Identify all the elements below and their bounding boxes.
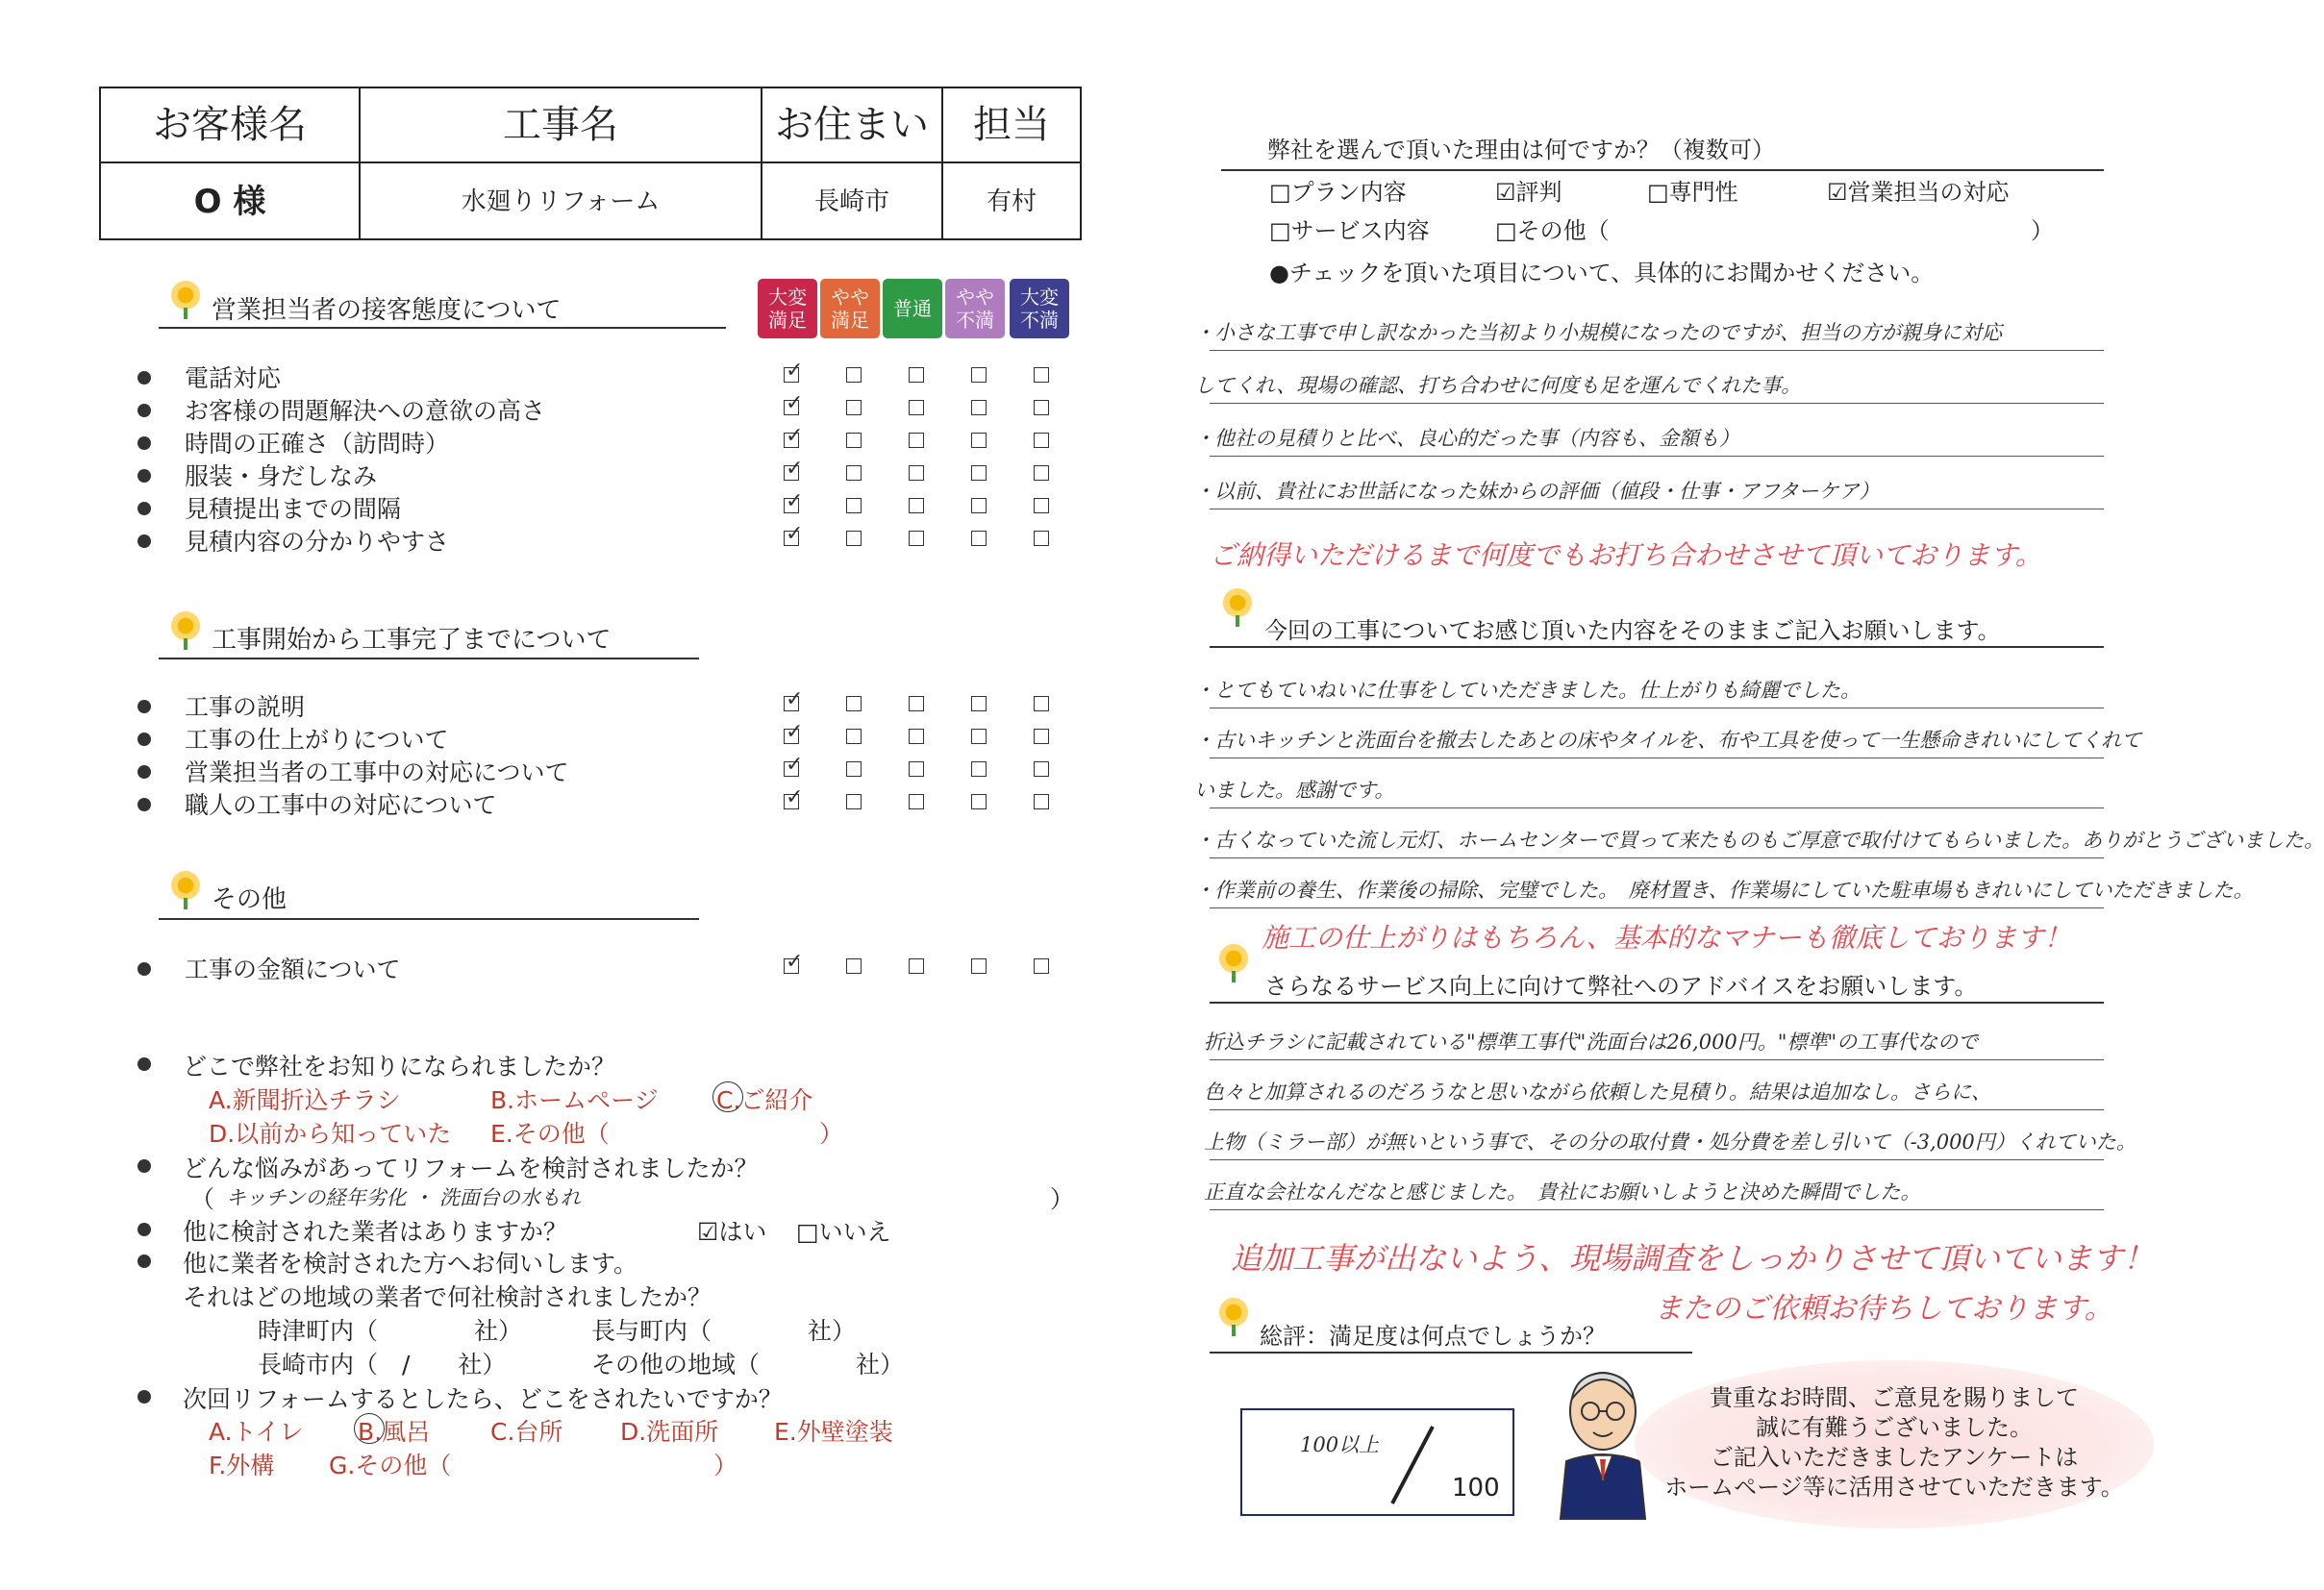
rating-checkbox[interactable] <box>909 498 924 513</box>
rating-checkbox[interactable] <box>909 465 924 481</box>
rating-label-text: 大変 <box>1020 286 1059 309</box>
reason-detail-prompt: ●チェックを頂いた項目について、具体的にお聞かせください。 <box>1269 260 1935 286</box>
thanks-line: ホームページ等に活用させていただきます。 <box>1664 1474 2124 1501</box>
thanks-line: 誠に有難うございました。 <box>1756 1414 2033 1441</box>
section-title: 営業担当者の接客態度について <box>212 296 562 325</box>
bullet <box>137 1057 151 1071</box>
reason-sales-response: ☑営業担当の対応 <box>1827 179 2010 206</box>
rating-label-2 <box>820 279 880 338</box>
address-label: お住まい <box>775 103 929 147</box>
bullet <box>137 700 151 713</box>
handwritten-answer-line: してくれ、現場の確認、打ち合わせに何度も足を運んでくれた事。 <box>1194 374 1802 397</box>
answer-rule-line <box>1210 403 2104 404</box>
option-homepage: B.ホームページ <box>490 1086 659 1114</box>
rating-checkbox[interactable] <box>971 761 987 777</box>
answer-rule-line <box>1210 350 2104 351</box>
staff-name: 有村 <box>986 187 1037 216</box>
area-nagayo: 長与町内（ 社） <box>591 1317 857 1345</box>
rating-checkbox[interactable] <box>1034 531 1049 546</box>
rating-label-4 <box>945 279 1005 338</box>
handwritten-answer-line: ・作業前の養生、作業後の掃除、完璧でした。 廃材置き、作業場にしていた駐車場もきれいにしていただきました。 <box>1194 879 2254 902</box>
selected-circle-mark <box>354 1413 385 1444</box>
answer-rule-line <box>1210 857 2104 858</box>
selected-circle-mark <box>712 1081 743 1112</box>
rating-item-label: 工事の説明 <box>185 693 306 721</box>
rating-checkbox[interactable] <box>909 531 924 546</box>
rating-label-text: 満足 <box>768 309 807 332</box>
rating-checkbox[interactable] <box>846 958 862 974</box>
rating-item-label: 電話対応 <box>185 364 282 392</box>
rating-checkbox[interactable] <box>971 696 987 711</box>
option-other-close: ） <box>819 1120 844 1148</box>
rating-checkbox[interactable] <box>846 696 862 711</box>
rating-checkbox[interactable] <box>1034 696 1049 711</box>
flower-icon <box>1219 944 1248 973</box>
section-title: その他 <box>212 885 287 914</box>
answer-rule-line <box>1210 1159 2104 1160</box>
score-written: 100以上 <box>1300 1433 1380 1456</box>
bullet <box>137 1255 151 1268</box>
rating-label-text: やや <box>956 286 994 309</box>
impression-reply: 施工の仕上がりはもちろん、基本的なマナーも徹底しております！ <box>1262 922 2071 954</box>
rating-checkbox[interactable] <box>784 729 799 744</box>
rating-item-label: 工事の仕上がりについて <box>185 726 449 754</box>
flower-icon <box>171 281 200 310</box>
rating-checkbox[interactable] <box>909 794 924 809</box>
worry-answer: キッチンの経年劣化 ・ 洗面台の水もれ <box>226 1186 581 1209</box>
bullet <box>137 1223 151 1236</box>
rating-checkbox[interactable] <box>784 696 799 711</box>
bullet <box>137 765 151 779</box>
rating-checkbox[interactable] <box>1034 465 1049 481</box>
handwritten-answer-line: 折込チラシに記載されている"標準工事代"洗面台は26,000円。"標準"の工事代なので <box>1204 1031 1979 1054</box>
rating-item-label: 服装・身だしなみ <box>185 462 378 490</box>
answer-rule-line <box>1210 907 2104 908</box>
work-column <box>361 88 762 238</box>
bullet <box>137 534 151 548</box>
bullet <box>137 1390 151 1404</box>
area-nagasaki: 長崎市内（ / 社） <box>258 1351 507 1379</box>
thanks-line: ご記入いただきましたアンケートは <box>1710 1444 2079 1471</box>
rating-label-5 <box>1010 279 1069 338</box>
reason-title: 弊社を選んで頂いた理由は何ですか？（複数可） <box>1267 137 1775 163</box>
handwritten-answer-line: ・以前、貴社にお世話になった妹からの評価（値段・仕事・アフターケア） <box>1194 480 1880 503</box>
bullet <box>137 1159 151 1173</box>
bullet <box>137 371 151 385</box>
reason-reputation: ☑評判 <box>1495 179 1562 206</box>
rating-checkbox[interactable] <box>784 433 799 448</box>
rating-checkbox[interactable] <box>784 761 799 777</box>
section-title: 工事開始から工事完了までについて <box>212 626 612 655</box>
handwritten-answer-line: ・とてもていねいに仕事をしていただきました。仕上がりも綺麗でした。 <box>1194 679 1861 702</box>
rating-checkbox[interactable] <box>909 958 924 974</box>
next-exterior-paint: E.外壁塗装 <box>774 1418 893 1446</box>
handwritten-answer-line: 正直な会社なんだなと感じました。 貴社にお願いしようと決めた瞬間でした。 <box>1204 1180 1921 1204</box>
divider <box>1210 646 2104 648</box>
rating-label-text: 不満 <box>956 309 994 332</box>
address-column <box>762 88 943 238</box>
staff-column <box>943 88 1080 238</box>
thanks-bubble <box>1635 1360 2154 1528</box>
next-exterior: F.外構 <box>209 1452 275 1479</box>
rating-checkbox[interactable] <box>971 498 987 513</box>
option-referral-label: C.ご紹介 <box>716 1086 813 1114</box>
rating-checkbox[interactable] <box>971 433 987 448</box>
rating-checkbox[interactable] <box>1034 367 1049 383</box>
rating-checkbox[interactable] <box>784 958 799 974</box>
question-next-reform: 次回リフォームするとしたら、どこをされたいですか？ <box>183 1385 783 1413</box>
rating-checkbox[interactable] <box>846 433 862 448</box>
rating-checkbox[interactable] <box>1034 400 1049 415</box>
flower-stem-icon <box>184 898 187 909</box>
answer-rule-line <box>1210 807 2104 808</box>
rating-item-label: 見積内容の分かりやすさ <box>185 528 450 556</box>
answer-rule-line <box>1210 456 2104 457</box>
rating-checkbox[interactable] <box>784 794 799 809</box>
area-other: その他の地域（ 社） <box>591 1351 905 1379</box>
rating-item-label: 見積提出までの間隔 <box>185 495 402 523</box>
flower-stem-icon <box>1232 971 1236 982</box>
flower-icon <box>171 871 200 900</box>
rating-label-text: やや <box>831 286 869 309</box>
rating-checkbox[interactable] <box>909 400 924 415</box>
divider <box>159 918 699 920</box>
rating-label-text: 普通 <box>893 297 932 320</box>
bullet <box>137 404 151 417</box>
rating-checkbox[interactable] <box>846 367 862 383</box>
handwritten-answer-line: 上物（ミラー部）が無いという事で、その分の取付費・処分費を差し引いて（-3,000円）くれていた。 <box>1204 1130 2137 1154</box>
reason-service: □サービス内容 <box>1269 217 1430 244</box>
work-name: 水廻りリフォーム <box>461 187 661 216</box>
answer-rule-line <box>1210 1109 2104 1110</box>
answer-rule-line <box>1210 1059 2104 1060</box>
customer-info-table <box>99 87 1082 240</box>
rating-checkbox[interactable] <box>846 498 862 513</box>
option-newspaper: A.新聞折込チラシ <box>209 1086 401 1114</box>
overall-title: 総評：満足度は何点でしょうか？ <box>1260 1323 1606 1350</box>
reason-other-close: ） <box>2031 217 2054 244</box>
question-how-known: どこで弊社をお知りになられましたか？ <box>183 1053 616 1081</box>
handwritten-answer-line: ・小さな工事で申し訳なかった当初より小規模になったのですが、担当の方が親身に対応 <box>1194 321 2002 344</box>
customer-label: お客様名 <box>153 103 307 147</box>
flower-stem-icon <box>184 638 187 650</box>
bullet <box>137 733 151 746</box>
next-washroom: D.洗面所 <box>620 1418 719 1446</box>
customer-name: O 様 <box>193 183 266 221</box>
option-other: E.その他（ <box>490 1120 610 1148</box>
reason-plan: □プラン内容 <box>1269 179 1407 206</box>
rating-checkbox[interactable] <box>909 696 924 711</box>
next-toilet: A.トイレ <box>209 1418 304 1446</box>
rating-checkbox[interactable] <box>784 531 799 546</box>
rating-checkbox[interactable] <box>784 498 799 513</box>
rating-checkbox[interactable] <box>971 729 987 744</box>
rating-checkbox[interactable] <box>1034 498 1049 513</box>
rating-label-text: 不満 <box>1020 309 1059 332</box>
reason-expertise: □専門性 <box>1647 179 1738 206</box>
bullet <box>137 469 151 483</box>
flower-icon <box>171 611 200 640</box>
rating-checkbox[interactable] <box>1034 794 1049 809</box>
rating-label-1 <box>758 279 817 338</box>
bullet <box>137 798 151 811</box>
flower-stem-icon <box>1236 615 1239 627</box>
rating-checkbox[interactable] <box>971 367 987 383</box>
area-togitsu: 時津町内（ 社） <box>258 1317 523 1345</box>
option-known-before: D.以前から知っていた <box>209 1120 452 1148</box>
next-bath <box>358 1413 430 1448</box>
answer-yes: ☑はい <box>697 1218 767 1246</box>
rating-checkbox[interactable] <box>971 465 987 481</box>
divider <box>1210 1352 1692 1354</box>
impression-title: 今回の工事についてお感じ頂いた内容をそのままご記入お願いします。 <box>1264 617 2001 644</box>
rating-checkbox[interactable] <box>1034 761 1049 777</box>
rating-checkbox[interactable] <box>909 729 924 744</box>
rating-item-label: お客様の問題解決への意欲の高さ <box>185 397 546 425</box>
rating-checkbox[interactable] <box>846 531 862 546</box>
rating-checkbox[interactable] <box>846 761 862 777</box>
rating-label-text: 満足 <box>831 309 869 332</box>
divider <box>1221 169 2104 171</box>
rating-checkbox[interactable] <box>909 367 924 383</box>
reason-other: □その他（ <box>1495 217 1610 244</box>
next-bath-label: B.風呂 <box>358 1418 431 1446</box>
rating-item-label: 工事の金額について <box>185 956 401 983</box>
work-label: 工事名 <box>503 103 618 147</box>
rating-checkbox[interactable] <box>846 729 862 744</box>
next-other-close: ） <box>713 1452 738 1479</box>
rating-item-label: 営業担当者の工事中の対応について <box>185 758 569 786</box>
divider <box>159 327 726 329</box>
advice-reply-1: 追加工事が出ないよう、現場調査をしっかりさせて頂いています！ <box>1231 1240 2155 1277</box>
customer-column <box>101 88 361 238</box>
thanks-message <box>1635 1383 2154 1503</box>
question-other-vendors: 他に検討された業者はありますか？ <box>183 1218 568 1246</box>
rating-checkbox[interactable] <box>1034 729 1049 744</box>
bullet <box>137 436 151 450</box>
question-area: それはどの地域の業者で何社検討されましたか？ <box>183 1283 712 1311</box>
divider <box>159 658 699 659</box>
rating-checkbox[interactable] <box>971 958 987 974</box>
advice-reply-2: またのご依頼お待ちしております。 <box>1654 1292 2113 1326</box>
score-max: 100 <box>1452 1474 1500 1503</box>
advice-title: さらなるサービス向上に向けて弊社へのアドバイスをお願いします。 <box>1264 973 1978 1000</box>
rating-item-label: 時間の正確さ（訪問時） <box>185 430 450 458</box>
worry-open: （ <box>190 1185 215 1213</box>
rating-label-text: 大変 <box>768 286 807 309</box>
flower-stem-icon <box>184 308 187 319</box>
next-other: G.その他（ <box>329 1452 452 1479</box>
rating-checkbox[interactable] <box>784 367 799 383</box>
rating-checkbox[interactable] <box>846 794 862 809</box>
flower-icon <box>1219 1298 1248 1327</box>
bullet <box>137 962 151 976</box>
reason-reply: ご納得いただけるまで何度でもお打ち合わせさせて頂いております。 <box>1210 539 2042 571</box>
rating-checkbox[interactable] <box>784 465 799 481</box>
handwritten-answer-line: 色々と加算されるのだろうなと思いながら依頼した見積り。結果は追加なし。さらに、 <box>1204 1081 1991 1104</box>
rating-checkbox[interactable] <box>1034 958 1049 974</box>
staff-label: 担当 <box>973 103 1050 147</box>
flower-icon <box>1223 588 1252 617</box>
rating-checkbox[interactable] <box>846 400 862 415</box>
rating-checkbox[interactable] <box>971 400 987 415</box>
rating-checkbox[interactable] <box>1034 433 1049 448</box>
rating-checkbox[interactable] <box>971 531 987 546</box>
score-slash <box>1385 1422 1442 1508</box>
handwritten-answer-line: ・他社の見積りと比べ、良心的だった事（内容も、金額も） <box>1194 427 1739 450</box>
rating-item-label: 職人の工事中の対応について <box>185 791 497 819</box>
rating-checkbox[interactable] <box>909 761 924 777</box>
rating-label-3 <box>883 279 942 338</box>
flower-stem-icon <box>1232 1325 1236 1336</box>
question-area-intro: 他に業者を検討された方へお伺いします。 <box>183 1250 638 1278</box>
handwritten-answer-line: ・古いキッチンと洗面台を撤去したあとの床やタイルを、布や工具を使って一生懸命きれいにしてくれて <box>1194 729 2142 752</box>
question-worry: どんな悩みがあってリフォームを検討されましたか？ <box>183 1155 759 1182</box>
divider <box>1210 1002 2104 1004</box>
option-referral <box>716 1081 812 1116</box>
worry-close: ） <box>1050 1185 1075 1213</box>
score-box <box>1240 1408 1514 1516</box>
address-value: 長崎市 <box>813 187 889 216</box>
next-kitchen: C.台所 <box>490 1418 563 1446</box>
rating-checkbox[interactable] <box>784 400 799 415</box>
answer-no: □いいえ <box>796 1218 891 1246</box>
bullet <box>137 502 151 515</box>
handwritten-answer-line: いました。感謝です。 <box>1194 779 1395 802</box>
thanks-line: 貴重なお時間、ご意見を賜りまして <box>1710 1384 2079 1411</box>
handwritten-answer-line: ・古くなっていた流し元灯、ホームセンターで買って来たものもご厚意で取付けてもらいました。ありがとうございました。 <box>1194 829 2324 852</box>
rating-checkbox[interactable] <box>971 794 987 809</box>
answer-rule-line <box>1210 1209 2104 1210</box>
rating-checkbox[interactable] <box>846 465 862 481</box>
rating-checkbox[interactable] <box>909 433 924 448</box>
